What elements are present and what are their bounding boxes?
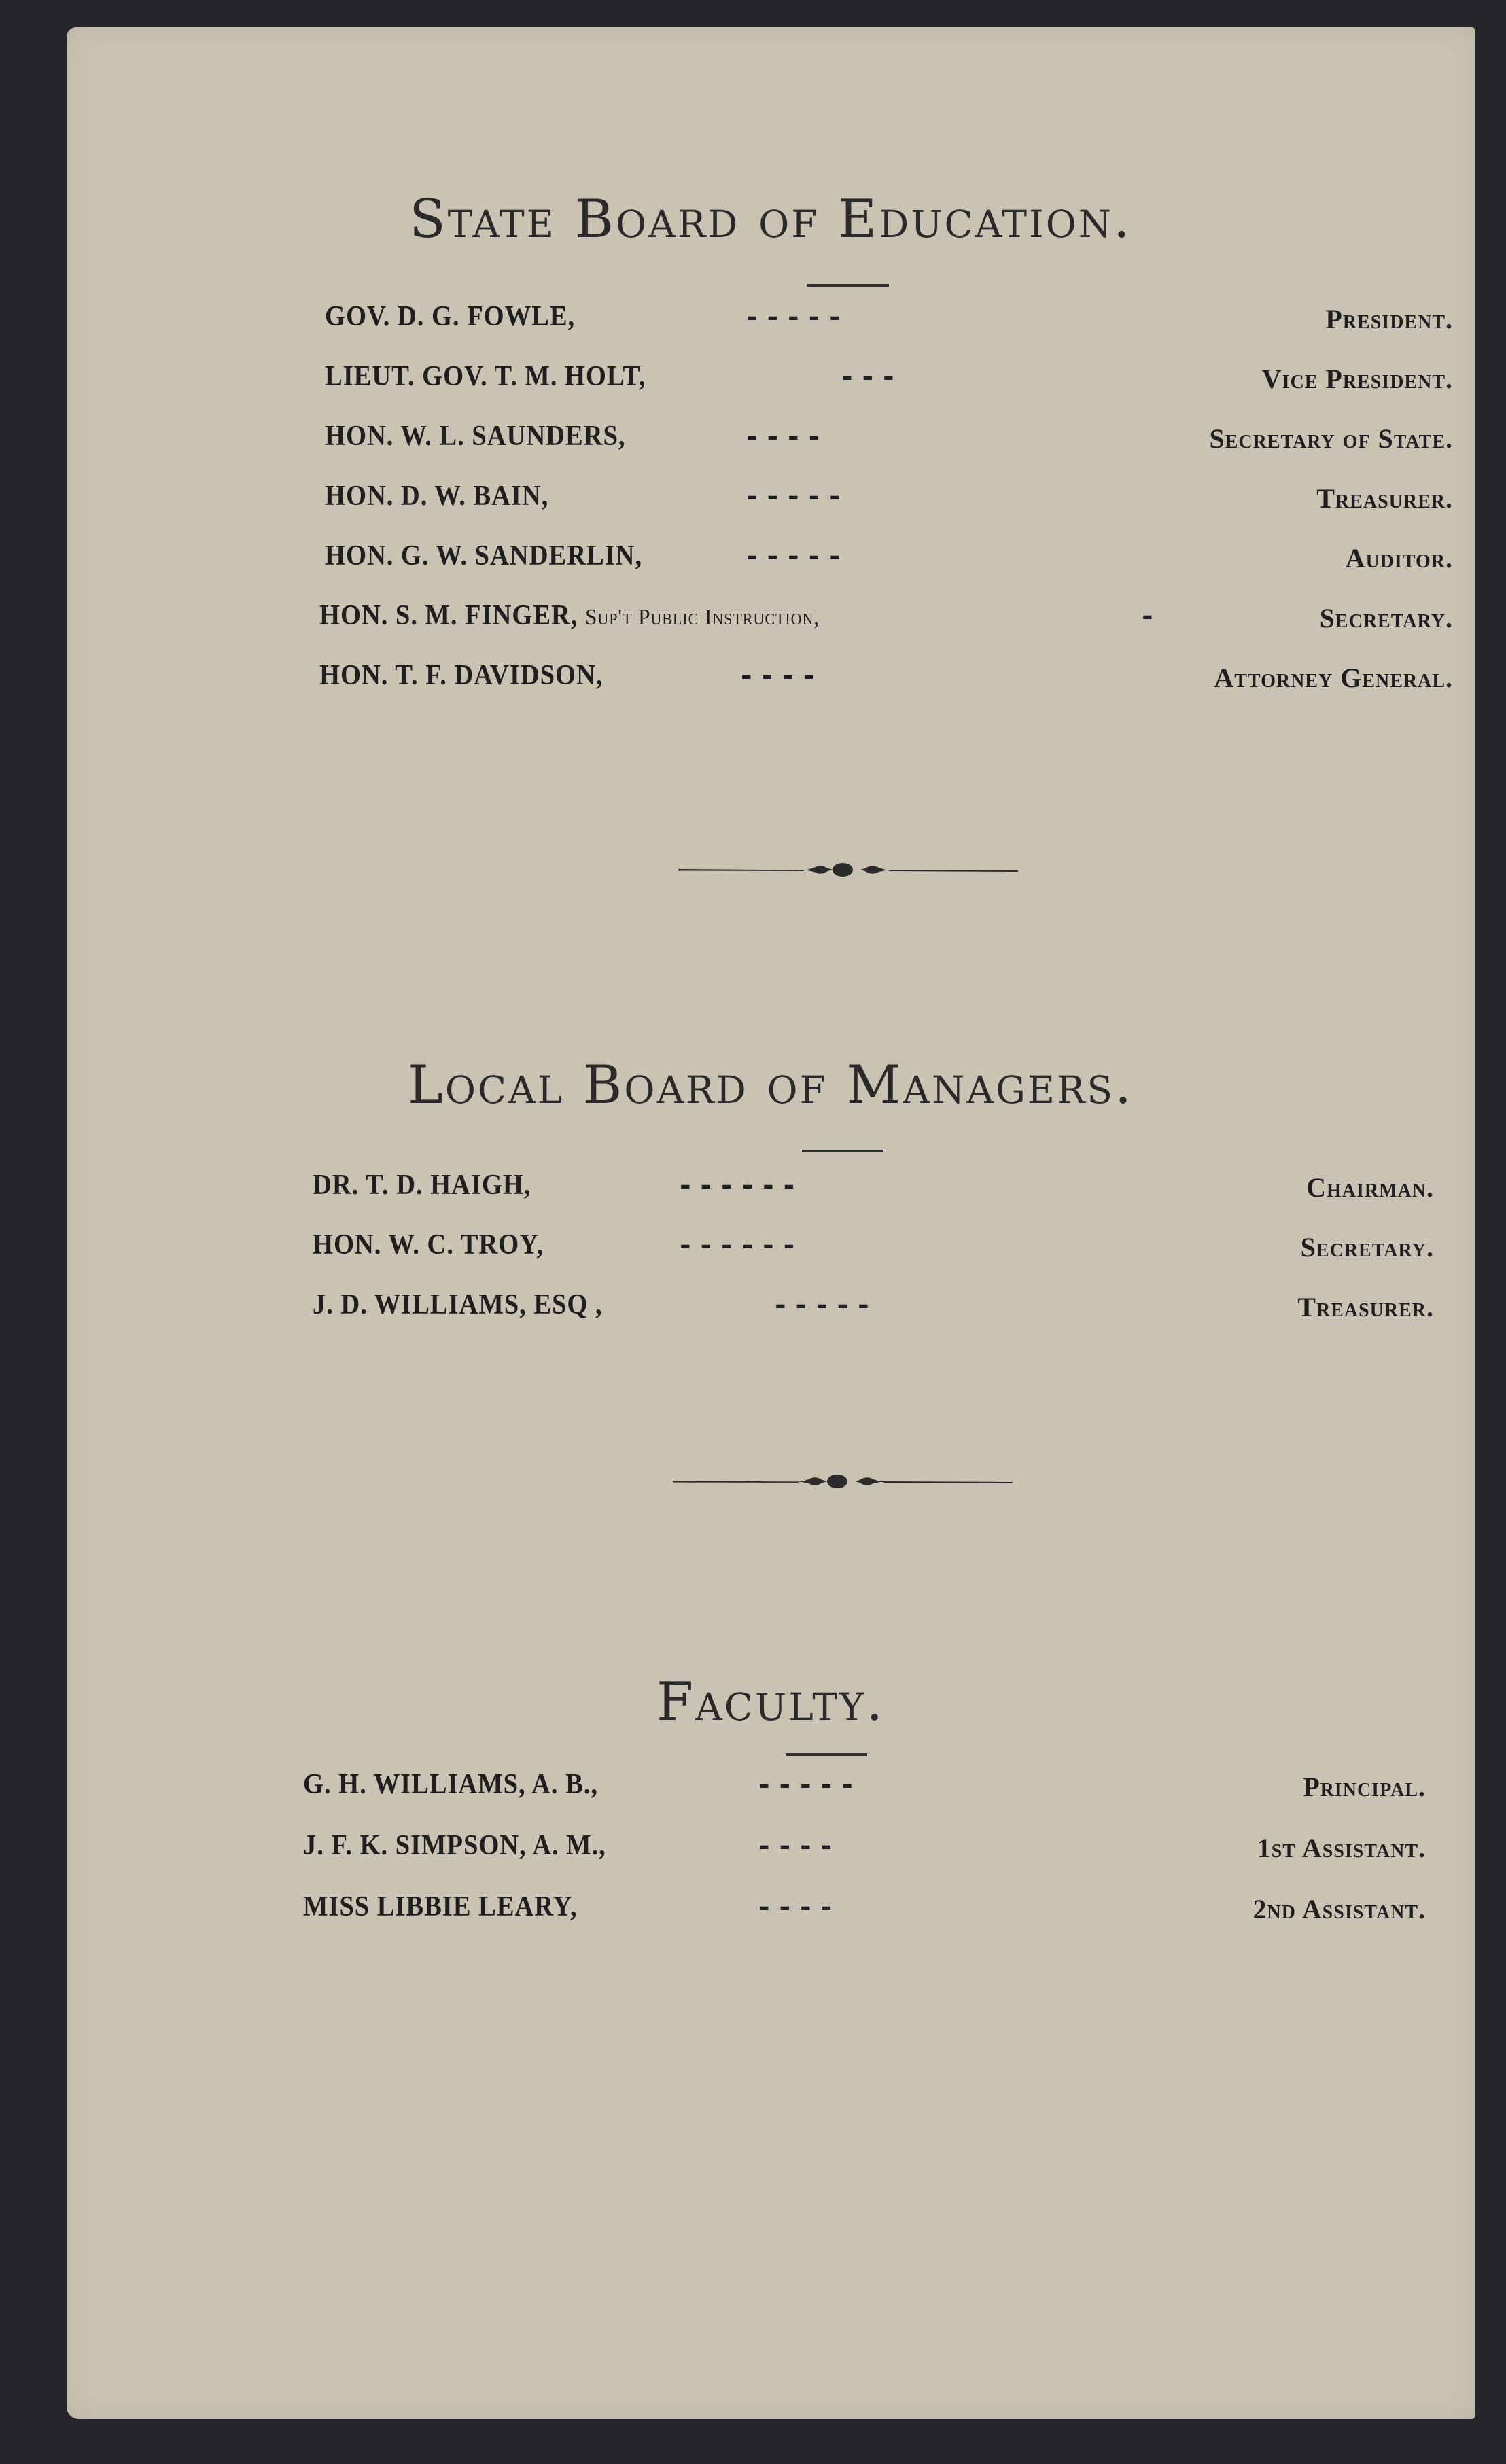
member-role: Principal.	[1303, 1772, 1426, 1802]
leader-dots: - - - - -	[746, 480, 841, 512]
title-underline	[802, 1150, 883, 1152]
leader-dots: - - - - -	[775, 1288, 869, 1320]
leader-dots: - - - -	[758, 1890, 833, 1922]
member-role: Treasurer.	[1316, 483, 1453, 514]
member-name: J. F. K. SIMPSON, A. M.,	[303, 1830, 606, 1861]
member-row	[303, 1890, 1426, 1931]
member-name-text: HON. S. M. FINGER,	[319, 600, 578, 631]
member-name: HON. W. L. SAUNDERS,	[325, 421, 626, 452]
title-underline	[786, 1753, 867, 1756]
member-row	[319, 599, 1453, 640]
member-row	[325, 540, 1453, 580]
leader-dots: - - - - - -	[680, 1169, 795, 1201]
member-title-extra: Sup't Public Instruction,	[585, 605, 820, 630]
document-page	[67, 27, 1475, 2419]
member-role: Secretary.	[1319, 603, 1453, 633]
member-name	[319, 599, 820, 632]
member-role: Auditor.	[1345, 543, 1453, 574]
member-name: HON. T. F. DAVIDSON,	[319, 660, 603, 691]
member-role: 2nd Assistant.	[1253, 1894, 1426, 1924]
member-name: HON. D. W. BAIN,	[325, 480, 549, 512]
title-underline	[807, 284, 889, 287]
member-name: LIEUT. GOV. T. M. HOLT,	[325, 361, 646, 392]
section-title-text: State Board of Education.	[409, 189, 1132, 250]
leader-dots: - - - - - -	[680, 1229, 795, 1261]
member-row	[313, 1169, 1434, 1210]
leader-dots: - - - - -	[746, 300, 841, 332]
member-role: Secretary of State.	[1209, 423, 1453, 454]
member-name: G. H. WILLIAMS, A. B.,	[303, 1769, 598, 1800]
ornamental-divider-icon	[673, 1471, 1013, 1492]
leader-dots: - - - - -	[746, 540, 841, 571]
member-role: President.	[1325, 304, 1453, 334]
member-row	[303, 1829, 1426, 1870]
member-name: HON. W. C. TROY,	[313, 1229, 544, 1261]
member-name: MISS LIBBIE LEARY,	[303, 1891, 578, 1922]
member-name: J. D. WILLIAMS, ESQ ,	[313, 1289, 603, 1320]
leader-dots: -	[1142, 599, 1153, 631]
section-title-faculty	[67, 1672, 1475, 1733]
member-row	[325, 420, 1453, 461]
leader-dots: - - - -	[758, 1829, 833, 1861]
member-row	[313, 1288, 1434, 1329]
member-row	[303, 1768, 1426, 1809]
member-row	[325, 480, 1453, 521]
member-role: Vice President.	[1261, 364, 1453, 394]
section-title-text: Faculty.	[656, 1672, 886, 1733]
leader-dots: - - - -	[741, 659, 815, 691]
member-row	[313, 1229, 1434, 1269]
member-role: Treasurer.	[1297, 1292, 1434, 1322]
leader-dots: - - - - -	[758, 1768, 853, 1800]
member-row	[319, 659, 1453, 700]
leader-dots: - - - -	[746, 420, 820, 452]
member-name: HON. G. W. SANDERLIN,	[325, 540, 643, 571]
section-title-text: Local Board of Managers.	[408, 1055, 1134, 1116]
section-title-state-board	[67, 189, 1475, 250]
member-row	[325, 360, 1453, 401]
member-role: Chairman.	[1306, 1172, 1434, 1203]
member-role: Attorney General.	[1214, 663, 1453, 693]
member-row	[325, 300, 1453, 341]
member-name: DR. T. D. HAIGH,	[313, 1169, 531, 1201]
section-title-local-board	[67, 1055, 1475, 1116]
member-name: GOV. D. G. FOWLE,	[325, 301, 576, 332]
member-role: 1st Assistant.	[1257, 1833, 1426, 1863]
leader-dots: - - -	[841, 360, 894, 392]
member-role: Secretary.	[1300, 1232, 1434, 1263]
ornamental-divider-icon	[678, 860, 1018, 880]
